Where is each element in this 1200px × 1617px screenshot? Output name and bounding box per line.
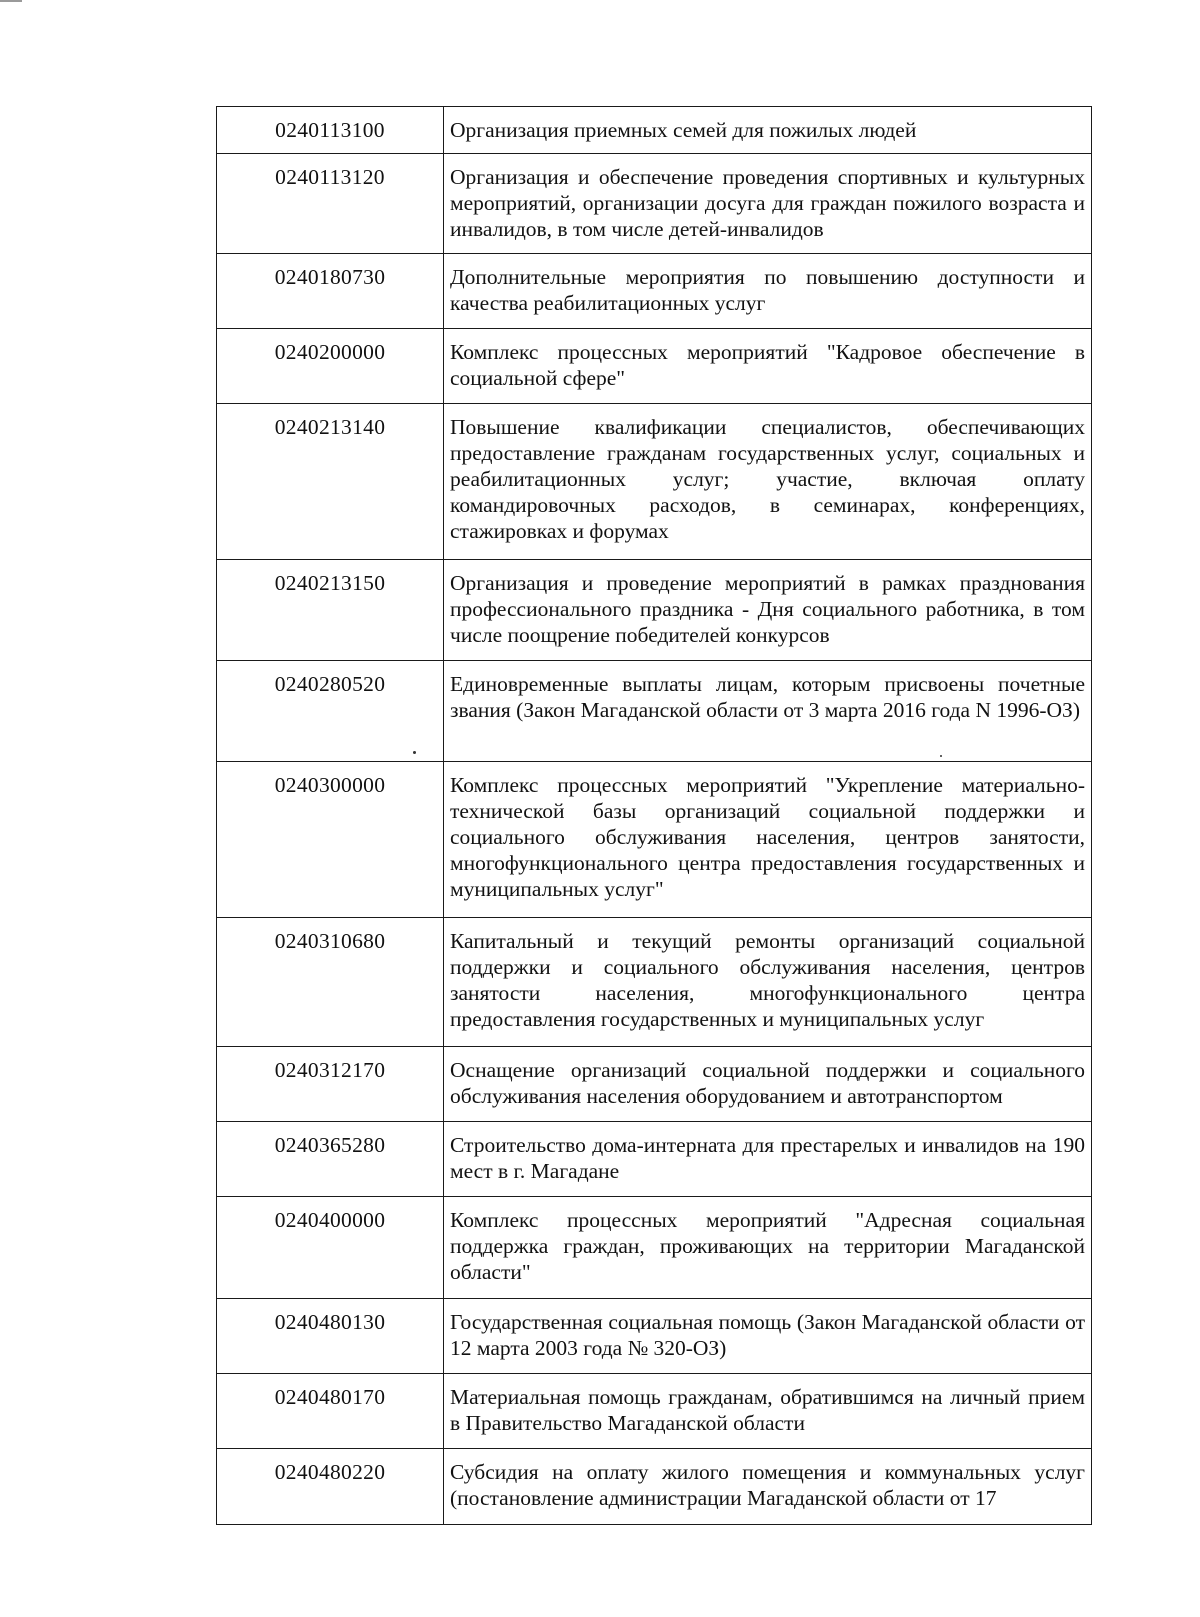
- code-cell: 0240213150: [217, 560, 444, 661]
- table-row: [217, 107, 1092, 154]
- table-row: [217, 404, 1092, 560]
- description-cell: Материальная помощь гражданам, обратившимся на личный прием в Правительство Магаданской области: [444, 1374, 1092, 1449]
- table-row: [217, 1299, 1092, 1374]
- description-cell: Дополнительные мероприятия по повышению доступности и качества реабилитационных услуг: [444, 254, 1092, 329]
- budget-code-table: [216, 106, 1092, 1525]
- description-cell: Оснащение организаций социальной поддержки и социального обслуживания населения оборудованием и автотранспортом: [444, 1047, 1092, 1122]
- description-cell: Капитальный и текущий ремонты организаций социальной поддержки и социального обслуживания населения, центров занятости населения, многофункционального центра предоставления государственных и муниципальных услуг: [444, 918, 1092, 1047]
- description-cell: Повышение квалификации специалистов, обеспечивающих предоставление гражданам государственных услуг, социальных и реабилитационных услуг; участие, включая оплату командировочных расходов, в семинарах, конференциях, стажировках и форумах: [444, 404, 1092, 560]
- table-row: [217, 1374, 1092, 1449]
- code-cell: 0240200000: [217, 329, 444, 404]
- code-cell: 0240113120: [217, 154, 444, 254]
- table-row: [217, 1449, 1092, 1525]
- description-cell: Комплекс процессных мероприятий "Кадровое обеспечение в социальной сфере": [444, 329, 1092, 404]
- table-row: [217, 1047, 1092, 1122]
- description-cell: Комплекс процессных мероприятий "Укрепление материально-технической базы организаций социальной поддержки и социального обслуживания населения, центров занятости, многофункционального центра предоставления государственных и муниципальных услуг": [444, 762, 1092, 918]
- table-row: [217, 254, 1092, 329]
- description-cell: Субсидия на оплату жилого помещения и коммунальных услуг (постановление администрации Магаданской области от 17: [444, 1449, 1092, 1525]
- code-cell: 0240280520: [217, 661, 444, 762]
- code-cell: 0240400000: [217, 1197, 444, 1299]
- scan-speck: [940, 755, 942, 757]
- code-cell: 0240480170: [217, 1374, 444, 1449]
- description-cell: Организация приемных семей для пожилых людей: [444, 107, 1092, 154]
- table-row: [217, 918, 1092, 1047]
- code-cell: 0240310680: [217, 918, 444, 1047]
- scan-edge-mark: [0, 0, 22, 2]
- table-row: [217, 1197, 1092, 1299]
- code-cell: 0240213140: [217, 404, 444, 560]
- description-cell: Комплекс процессных мероприятий "Адресная социальная поддержка граждан, проживающих на территории Магаданской области": [444, 1197, 1092, 1299]
- table-row: [217, 762, 1092, 918]
- table-row: [217, 1122, 1092, 1197]
- scan-speck: [413, 751, 416, 754]
- code-cell: 0240180730: [217, 254, 444, 329]
- code-cell: 0240113100: [217, 107, 444, 154]
- table-row: [217, 661, 1092, 762]
- description-cell: Единовременные выплаты лицам, которым присвоены почетные звания (Закон Магаданской области от 3 марта 2016 года N 1996-ОЗ): [444, 661, 1092, 762]
- code-cell: 0240365280: [217, 1122, 444, 1197]
- code-cell: 0240480130: [217, 1299, 444, 1374]
- table-row: [217, 560, 1092, 661]
- description-cell: Организация и проведение мероприятий в рамках празднования профессионального праздника - Дня социального работника, в том числе поощрение победителей конкурсов: [444, 560, 1092, 661]
- description-cell: Организация и обеспечение проведения спортивных и культурных мероприятий, организации досуга для граждан пожилого возраста и инвалидов, в том числе детей-инвалидов: [444, 154, 1092, 254]
- table-row: [217, 329, 1092, 404]
- table-row: [217, 154, 1092, 254]
- description-cell: Государственная социальная помощь (Закон Магаданской области от 12 марта 2003 года № 320-ОЗ): [444, 1299, 1092, 1374]
- description-cell: Строительство дома-интерната для престарелых и инвалидов на 190 мест в г. Магадане: [444, 1122, 1092, 1197]
- code-cell: 0240300000: [217, 762, 444, 918]
- code-cell: 0240480220: [217, 1449, 444, 1525]
- code-cell: 0240312170: [217, 1047, 444, 1122]
